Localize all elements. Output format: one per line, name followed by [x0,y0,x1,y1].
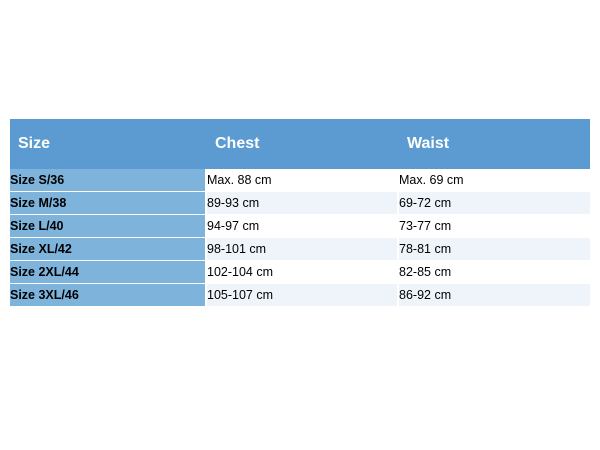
cell-chest: 105-107 cm [206,284,398,307]
table-row [10,284,590,307]
cell-waist: 86-92 cm [398,284,590,307]
cell-waist: Max. 69 cm [398,169,590,192]
cell-size: Size S/36 [10,169,206,192]
table-header-row [10,119,590,169]
cell-chest: 102-104 cm [206,261,398,284]
cell-size: Size M/38 [10,192,206,215]
cell-chest: 98-101 cm [206,238,398,261]
table-row [10,169,590,192]
cell-waist: 78-81 cm [398,238,590,261]
table-header [10,119,590,169]
table-body [10,169,590,306]
cell-chest: 89-93 cm [206,192,398,215]
table-row [10,192,590,215]
cell-size: Size 2XL/44 [10,261,206,284]
cell-waist: 69-72 cm [398,192,590,215]
table-row [10,238,590,261]
cell-size: Size L/40 [10,215,206,238]
cell-size: Size XL/42 [10,238,206,261]
column-header-waist: Waist [398,119,590,169]
size-chart-container [10,119,590,306]
cell-waist: 82-85 cm [398,261,590,284]
column-header-chest: Chest [206,119,398,169]
cell-size: Size 3XL/46 [10,284,206,307]
size-chart-table [10,119,590,306]
cell-chest: 94-97 cm [206,215,398,238]
cell-waist: 73-77 cm [398,215,590,238]
cell-chest: Max. 88 cm [206,169,398,192]
table-row [10,215,590,238]
table-row [10,261,590,284]
column-header-size: Size [10,119,206,169]
